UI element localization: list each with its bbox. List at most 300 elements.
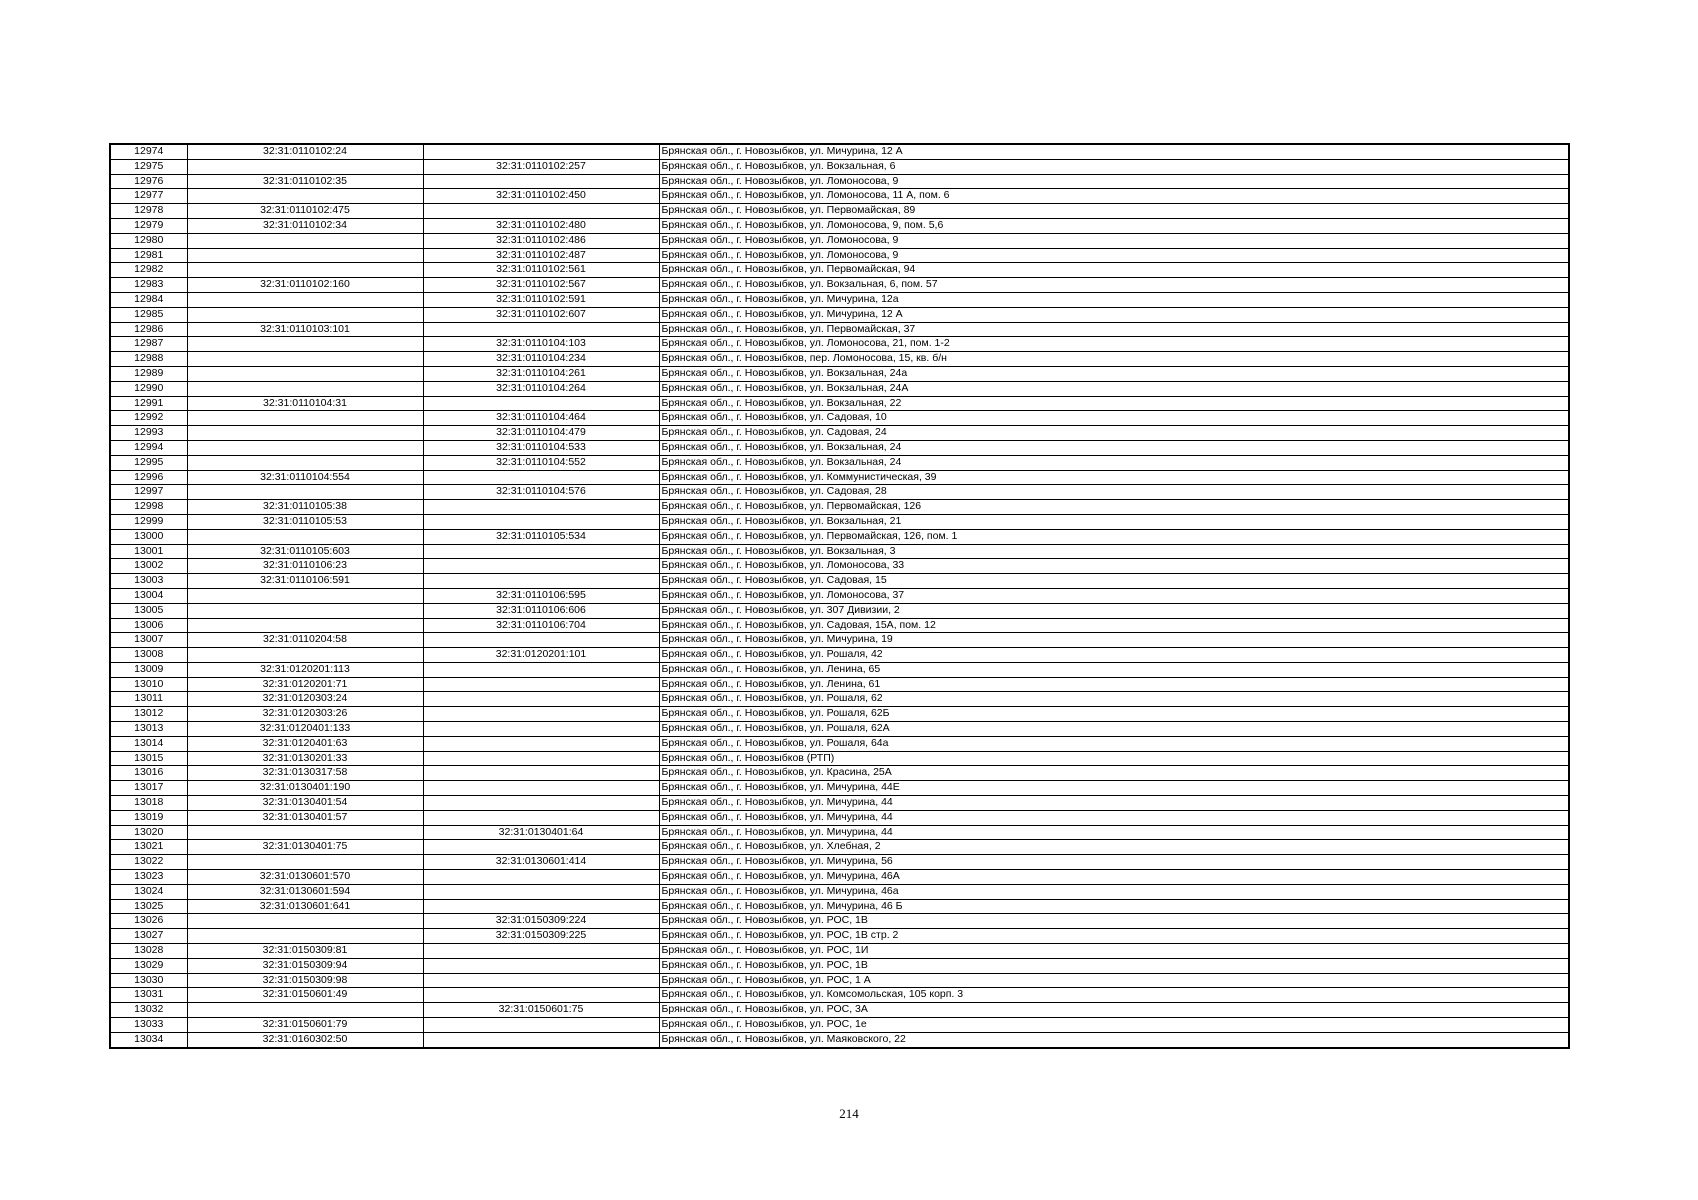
cadastral-number-cell: 32:31:0110102:34 <box>187 218 423 233</box>
address-cell: Брянская обл., г. Новозыбков, ул. Мичурина, 46а <box>659 884 1569 899</box>
cadastral-number-cell: 32:31:0130401:57 <box>187 810 423 825</box>
row-number-cell: 13012 <box>110 707 187 722</box>
table-row <box>110 159 1569 174</box>
cadastral-number-cell: 32:31:0110102:35 <box>187 174 423 189</box>
row-number-cell: 12978 <box>110 204 187 219</box>
row-number-cell: 12981 <box>110 248 187 263</box>
table-row <box>110 929 1569 944</box>
table-row <box>110 292 1569 307</box>
cadastral-number-cell <box>187 618 423 633</box>
address-cell: Брянская обл., г. Новозыбков, ул. Ломоносова, 9 <box>659 233 1569 248</box>
cadastral-number-cell <box>187 485 423 500</box>
table-row <box>110 174 1569 189</box>
cadastral-number-cell <box>187 426 423 441</box>
premises-cadastral-number-cell: 32:31:0130601:414 <box>423 855 659 870</box>
premises-cadastral-number-cell <box>423 736 659 751</box>
cadastral-number-cell: 32:31:0120401:63 <box>187 736 423 751</box>
table-row <box>110 514 1569 529</box>
address-cell: Брянская обл., г. Новозыбков, ул. РОС, 3А <box>659 1003 1569 1018</box>
row-number-cell: 13021 <box>110 840 187 855</box>
table-row <box>110 248 1569 263</box>
table-row <box>110 707 1569 722</box>
cadastral-number-cell <box>187 411 423 426</box>
table-row <box>110 278 1569 293</box>
row-number-cell: 13014 <box>110 736 187 751</box>
address-cell: Брянская обл., г. Новозыбков, ул. Первомайская, 94 <box>659 263 1569 278</box>
cadastral-number-cell: 32:31:0120201:113 <box>187 662 423 677</box>
cadastral-number-cell <box>187 648 423 663</box>
cadastral-number-cell: 32:31:0110105:603 <box>187 544 423 559</box>
table-row <box>110 722 1569 737</box>
address-cell: Брянская обл., г. Новозыбков, ул. РОС, 1И <box>659 944 1569 959</box>
cadastral-number-cell: 32:31:0150309:98 <box>187 973 423 988</box>
table-row <box>110 840 1569 855</box>
premises-cadastral-number-cell: 32:31:0110104:261 <box>423 366 659 381</box>
premises-cadastral-number-cell: 32:31:0110104:103 <box>423 337 659 352</box>
premises-cadastral-number-cell <box>423 144 659 159</box>
page-number: 214 <box>839 1106 859 1121</box>
cadastral-number-cell <box>187 233 423 248</box>
row-number-cell: 13028 <box>110 944 187 959</box>
table-row <box>110 988 1569 1003</box>
cadastral-number-cell: 32:31:0120201:71 <box>187 677 423 692</box>
table-row <box>110 559 1569 574</box>
premises-cadastral-number-cell <box>423 396 659 411</box>
row-number-cell: 12996 <box>110 470 187 485</box>
address-cell: Брянская обл., г. Новозыбков, ул. Вокзальная, 24 <box>659 455 1569 470</box>
address-cell: Брянская обл., г. Новозыбков, ул. Ленина, 61 <box>659 677 1569 692</box>
premises-cadastral-number-cell: 32:31:0110102:257 <box>423 159 659 174</box>
row-number-cell: 13034 <box>110 1032 187 1047</box>
row-number-cell: 13030 <box>110 973 187 988</box>
row-number-cell: 12987 <box>110 337 187 352</box>
row-number-cell: 12990 <box>110 381 187 396</box>
address-cell: Брянская обл., г. Новозыбков, ул. Хлебная, 2 <box>659 840 1569 855</box>
premises-cadastral-number-cell <box>423 840 659 855</box>
premises-cadastral-number-cell: 32:31:0110105:534 <box>423 529 659 544</box>
table-row <box>110 411 1569 426</box>
cadastral-number-cell <box>187 307 423 322</box>
cadastral-number-cell: 32:31:0130201:33 <box>187 751 423 766</box>
row-number-cell: 12979 <box>110 218 187 233</box>
table-row <box>110 825 1569 840</box>
cadastral-number-cell: 32:31:0130401:54 <box>187 796 423 811</box>
premises-cadastral-number-cell <box>423 988 659 1003</box>
cadastral-number-cell <box>187 189 423 204</box>
address-cell: Брянская обл., г. Новозыбков, ул. Первомайская, 37 <box>659 322 1569 337</box>
address-cell: Брянская обл., г. Новозыбков, ул. Мичурина, 46А <box>659 870 1569 885</box>
cadastral-number-cell <box>187 588 423 603</box>
row-number-cell: 13008 <box>110 648 187 663</box>
premises-cadastral-number-cell: 32:31:0110102:450 <box>423 189 659 204</box>
table-row <box>110 1032 1569 1047</box>
register-table-body <box>110 144 1569 1048</box>
cadastral-number-cell: 32:31:0110105:38 <box>187 500 423 515</box>
cadastral-number-cell: 32:31:0110103:101 <box>187 322 423 337</box>
address-cell: Брянская обл., г. Новозыбков, ул. РОС, 1 А <box>659 973 1569 988</box>
cadastral-number-cell: 32:31:0130401:190 <box>187 781 423 796</box>
premises-cadastral-number-cell: 32:31:0110104:479 <box>423 426 659 441</box>
address-cell: Брянская обл., г. Новозыбков, ул. Вокзальная, 21 <box>659 514 1569 529</box>
address-cell: Брянская обл., г. Новозыбков, ул. Садовая, 28 <box>659 485 1569 500</box>
cadastral-number-cell <box>187 292 423 307</box>
premises-cadastral-number-cell: 32:31:0110104:464 <box>423 411 659 426</box>
table-row <box>110 440 1569 455</box>
row-number-cell: 13003 <box>110 574 187 589</box>
premises-cadastral-number-cell <box>423 574 659 589</box>
row-number-cell: 12988 <box>110 352 187 367</box>
row-number-cell: 12994 <box>110 440 187 455</box>
address-cell: Брянская обл., г. Новозыбков, ул. Коммунистическая, 39 <box>659 470 1569 485</box>
premises-cadastral-number-cell <box>423 544 659 559</box>
row-number-cell: 13001 <box>110 544 187 559</box>
address-cell: Брянская обл., г. Новозыбков, ул. Рошаля, 62 <box>659 692 1569 707</box>
row-number-cell: 13015 <box>110 751 187 766</box>
address-cell: Брянская обл., г. Новозыбков, ул. Ломоносова, 11 А, пом. 6 <box>659 189 1569 204</box>
premises-cadastral-number-cell <box>423 1032 659 1047</box>
table-row <box>110 884 1569 899</box>
premises-cadastral-number-cell <box>423 707 659 722</box>
cadastral-number-cell <box>187 603 423 618</box>
address-cell: Брянская обл., г. Новозыбков, ул. Вокзальная, 24А <box>659 381 1569 396</box>
table-row <box>110 500 1569 515</box>
address-cell: Брянская обл., г. Новозыбков, ул. Садовая, 10 <box>659 411 1569 426</box>
address-cell: Брянская обл., г. Новозыбков, ул. РОС, 1В стр. 2 <box>659 929 1569 944</box>
row-number-cell: 12989 <box>110 366 187 381</box>
cadastral-number-cell <box>187 440 423 455</box>
premises-cadastral-number-cell: 32:31:0110102:567 <box>423 278 659 293</box>
row-number-cell: 13016 <box>110 766 187 781</box>
cadastral-number-cell <box>187 159 423 174</box>
address-cell: Брянская обл., г. Новозыбков, ул. Мичурина, 19 <box>659 633 1569 648</box>
premises-cadastral-number-cell <box>423 884 659 899</box>
premises-cadastral-number-cell <box>423 662 659 677</box>
table-row <box>110 352 1569 367</box>
row-number-cell: 12984 <box>110 292 187 307</box>
address-cell: Брянская обл., г. Новозыбков, ул. Садовая, 15 <box>659 574 1569 589</box>
cadastral-number-cell: 32:31:0130601:570 <box>187 870 423 885</box>
cadastral-number-cell: 32:31:0110102:475 <box>187 204 423 219</box>
table-row <box>110 307 1569 322</box>
table-row <box>110 736 1569 751</box>
cadastral-number-cell <box>187 352 423 367</box>
address-cell: Брянская обл., г. Новозыбков, ул. Вокзальная, 6, пом. 57 <box>659 278 1569 293</box>
address-cell: Брянская обл., г. Новозыбков, ул. Рошаля, 42 <box>659 648 1569 663</box>
address-cell: Брянская обл., г. Новозыбков, ул. РОС, 1е <box>659 1018 1569 1033</box>
row-number-cell: 12986 <box>110 322 187 337</box>
premises-cadastral-number-cell: 32:31:0110104:234 <box>423 352 659 367</box>
row-number-cell: 12983 <box>110 278 187 293</box>
row-number-cell: 12977 <box>110 189 187 204</box>
cadastral-number-cell: 32:31:0120303:24 <box>187 692 423 707</box>
row-number-cell: 13000 <box>110 529 187 544</box>
cadastral-number-cell <box>187 929 423 944</box>
cadastral-number-cell <box>187 248 423 263</box>
address-cell: Брянская обл., г. Новозыбков, ул. Вокзальная, 22 <box>659 396 1569 411</box>
premises-cadastral-number-cell <box>423 781 659 796</box>
address-cell: Брянская обл., г. Новозыбков, пер. Ломоносова, 15, кв. б/н <box>659 352 1569 367</box>
table-row <box>110 662 1569 677</box>
row-number-cell: 12993 <box>110 426 187 441</box>
cadastral-number-cell <box>187 529 423 544</box>
table-row <box>110 470 1569 485</box>
cadastral-number-cell <box>187 1003 423 1018</box>
register-table-container <box>109 143 1568 1049</box>
table-row <box>110 618 1569 633</box>
row-number-cell: 13026 <box>110 914 187 929</box>
premises-cadastral-number-cell <box>423 796 659 811</box>
premises-cadastral-number-cell: 32:31:0110102:487 <box>423 248 659 263</box>
address-cell: Брянская обл., г. Новозыбков, ул. РОС, 1В <box>659 914 1569 929</box>
table-row <box>110 544 1569 559</box>
premises-cadastral-number-cell <box>423 766 659 781</box>
premises-cadastral-number-cell: 32:31:0120201:101 <box>423 648 659 663</box>
table-row <box>110 366 1569 381</box>
cadastral-number-cell <box>187 337 423 352</box>
row-number-cell: 12995 <box>110 455 187 470</box>
row-number-cell: 13013 <box>110 722 187 737</box>
table-row <box>110 944 1569 959</box>
row-number-cell: 12980 <box>110 233 187 248</box>
address-cell: Брянская обл., г. Новозыбков, ул. РОС, 1В <box>659 958 1569 973</box>
row-number-cell: 13033 <box>110 1018 187 1033</box>
cadastral-number-cell: 32:31:0110102:24 <box>187 144 423 159</box>
premises-cadastral-number-cell: 32:31:0110102:591 <box>423 292 659 307</box>
premises-cadastral-number-cell: 32:31:0110104:552 <box>423 455 659 470</box>
address-cell: Брянская обл., г. Новозыбков, ул. Мичурина, 12а <box>659 292 1569 307</box>
table-row <box>110 337 1569 352</box>
cadastral-number-cell: 32:31:0120303:26 <box>187 707 423 722</box>
table-row <box>110 751 1569 766</box>
premises-cadastral-number-cell <box>423 677 659 692</box>
premises-cadastral-number-cell <box>423 559 659 574</box>
address-cell: Брянская обл., г. Новозыбков, ул. Мичурина, 12 А <box>659 307 1569 322</box>
cadastral-number-cell: 32:31:0110204:58 <box>187 633 423 648</box>
address-cell: Брянская обл., г. Новозыбков, ул. Мичурина, 46 Б <box>659 899 1569 914</box>
premises-cadastral-number-cell: 32:31:0150601:75 <box>423 1003 659 1018</box>
row-number-cell: 12998 <box>110 500 187 515</box>
premises-cadastral-number-cell <box>423 322 659 337</box>
address-cell: Брянская обл., г. Новозыбков, ул. Мичурина, 12 А <box>659 144 1569 159</box>
row-number-cell: 13023 <box>110 870 187 885</box>
address-cell: Брянская обл., г. Новозыбков, ул. Ломоносова, 37 <box>659 588 1569 603</box>
row-number-cell: 13020 <box>110 825 187 840</box>
row-number-cell: 12992 <box>110 411 187 426</box>
table-row <box>110 796 1569 811</box>
premises-cadastral-number-cell: 32:31:0110106:595 <box>423 588 659 603</box>
address-cell: Брянская обл., г. Новозыбков, ул. Маяковского, 22 <box>659 1032 1569 1047</box>
address-cell: Брянская обл., г. Новозыбков, ул. Рошаля, 62А <box>659 722 1569 737</box>
premises-cadastral-number-cell <box>423 722 659 737</box>
address-cell: Брянская обл., г. Новозыбков, ул. Мичурина, 44Е <box>659 781 1569 796</box>
cadastral-number-cell <box>187 914 423 929</box>
table-row <box>110 973 1569 988</box>
row-number-cell: 13011 <box>110 692 187 707</box>
address-cell: Брянская обл., г. Новозыбков, ул. Вокзальная, 24а <box>659 366 1569 381</box>
premises-cadastral-number-cell: 32:31:0110104:576 <box>423 485 659 500</box>
address-cell: Брянская обл., г. Новозыбков, ул. Ломоносова, 9 <box>659 248 1569 263</box>
address-cell: Брянская обл., г. Новозыбков (РТП) <box>659 751 1569 766</box>
cadastral-number-cell <box>187 263 423 278</box>
premises-cadastral-number-cell <box>423 204 659 219</box>
address-cell: Брянская обл., г. Новозыбков, ул. Комсомольская, 105 корп. 3 <box>659 988 1569 1003</box>
premises-cadastral-number-cell: 32:31:0110102:607 <box>423 307 659 322</box>
address-cell: Брянская обл., г. Новозыбков, ул. Мичурина, 44 <box>659 796 1569 811</box>
cadastral-number-cell: 32:31:0130317:58 <box>187 766 423 781</box>
row-number-cell: 12976 <box>110 174 187 189</box>
address-cell: Брянская обл., г. Новозыбков, ул. Ломоносова, 9 <box>659 174 1569 189</box>
row-number-cell: 13018 <box>110 796 187 811</box>
table-row <box>110 1018 1569 1033</box>
cadastral-number-cell: 32:31:0110104:554 <box>187 470 423 485</box>
premises-cadastral-number-cell <box>423 174 659 189</box>
table-row <box>110 322 1569 337</box>
premises-cadastral-number-cell <box>423 973 659 988</box>
premises-cadastral-number-cell <box>423 514 659 529</box>
row-number-cell: 13007 <box>110 633 187 648</box>
row-number-cell: 13009 <box>110 662 187 677</box>
cadastral-number-cell: 32:31:0130401:75 <box>187 840 423 855</box>
cadastral-number-cell: 32:31:0110106:23 <box>187 559 423 574</box>
premises-cadastral-number-cell: 32:31:0110102:561 <box>423 263 659 278</box>
cadastral-number-cell: 32:31:0110105:53 <box>187 514 423 529</box>
table-row <box>110 381 1569 396</box>
address-cell: Брянская обл., г. Новозыбков, ул. Мичурина, 56 <box>659 855 1569 870</box>
row-number-cell: 13024 <box>110 884 187 899</box>
row-number-cell: 12985 <box>110 307 187 322</box>
table-row <box>110 588 1569 603</box>
table-row <box>110 855 1569 870</box>
address-cell: Брянская обл., г. Новозыбков, ул. Ломоносова, 9, пом. 5,6 <box>659 218 1569 233</box>
address-cell: Брянская обл., г. Новозыбков, ул. Ломоносова, 33 <box>659 559 1569 574</box>
row-number-cell: 13025 <box>110 899 187 914</box>
table-row <box>110 189 1569 204</box>
table-row <box>110 218 1569 233</box>
table-row <box>110 692 1569 707</box>
address-cell: Брянская обл., г. Новозыбков, ул. Первомайская, 126 <box>659 500 1569 515</box>
premises-cadastral-number-cell <box>423 692 659 707</box>
row-number-cell: 13005 <box>110 603 187 618</box>
cadastral-number-cell: 32:31:0110102:160 <box>187 278 423 293</box>
table-row <box>110 810 1569 825</box>
row-number-cell: 13029 <box>110 958 187 973</box>
row-number-cell: 13022 <box>110 855 187 870</box>
cadastral-number-cell <box>187 366 423 381</box>
table-row <box>110 781 1569 796</box>
row-number-cell: 12991 <box>110 396 187 411</box>
table-row <box>110 144 1569 159</box>
table-row <box>110 1003 1569 1018</box>
premises-cadastral-number-cell <box>423 958 659 973</box>
row-number-cell: 13002 <box>110 559 187 574</box>
row-number-cell: 13032 <box>110 1003 187 1018</box>
table-row <box>110 914 1569 929</box>
cadastral-number-cell: 32:31:0120401:133 <box>187 722 423 737</box>
row-number-cell: 13010 <box>110 677 187 692</box>
address-cell: Брянская обл., г. Новозыбков, ул. Ломоносова, 21, пом. 1-2 <box>659 337 1569 352</box>
table-row <box>110 485 1569 500</box>
cadastral-number-cell: 32:31:0150309:81 <box>187 944 423 959</box>
row-number-cell: 12999 <box>110 514 187 529</box>
premises-cadastral-number-cell <box>423 470 659 485</box>
premises-cadastral-number-cell: 32:31:0110102:480 <box>423 218 659 233</box>
address-cell: Брянская обл., г. Новозыбков, ул. Вокзальная, 6 <box>659 159 1569 174</box>
table-row <box>110 455 1569 470</box>
premises-cadastral-number-cell <box>423 633 659 648</box>
table-row <box>110 426 1569 441</box>
table-row <box>110 870 1569 885</box>
premises-cadastral-number-cell: 32:31:0110106:704 <box>423 618 659 633</box>
premises-cadastral-number-cell: 32:31:0110104:264 <box>423 381 659 396</box>
premises-cadastral-number-cell <box>423 1018 659 1033</box>
cadastral-number-cell <box>187 381 423 396</box>
row-number-cell: 12975 <box>110 159 187 174</box>
table-row <box>110 263 1569 278</box>
premises-cadastral-number-cell: 32:31:0110104:533 <box>423 440 659 455</box>
premises-cadastral-number-cell: 32:31:0150309:225 <box>423 929 659 944</box>
address-cell: Брянская обл., г. Новозыбков, ул. Красина, 25А <box>659 766 1569 781</box>
address-cell: Брянская обл., г. Новозыбков, ул. Садовая, 15А, пом. 12 <box>659 618 1569 633</box>
row-number-cell: 13017 <box>110 781 187 796</box>
premises-cadastral-number-cell: 32:31:0150309:224 <box>423 914 659 929</box>
table-row <box>110 766 1569 781</box>
address-cell: Брянская обл., г. Новозыбков, ул. Рошаля, 64а <box>659 736 1569 751</box>
address-cell: Брянская обл., г. Новозыбков, ул. Первомайская, 126, пом. 1 <box>659 529 1569 544</box>
row-number-cell: 13019 <box>110 810 187 825</box>
cadastral-number-cell: 32:31:0110106:591 <box>187 574 423 589</box>
address-cell: Брянская обл., г. Новозыбков, ул. Садовая, 24 <box>659 426 1569 441</box>
table-row <box>110 396 1569 411</box>
premises-cadastral-number-cell <box>423 899 659 914</box>
premises-cadastral-number-cell <box>423 751 659 766</box>
cadastral-register-table <box>109 143 1570 1049</box>
table-row <box>110 899 1569 914</box>
cadastral-number-cell: 32:31:0160302:50 <box>187 1032 423 1047</box>
premises-cadastral-number-cell <box>423 870 659 885</box>
premises-cadastral-number-cell: 32:31:0110106:606 <box>423 603 659 618</box>
table-row <box>110 204 1569 219</box>
row-number-cell: 12974 <box>110 144 187 159</box>
row-number-cell: 13027 <box>110 929 187 944</box>
address-cell: Брянская обл., г. Новозыбков, ул. Первомайская, 89 <box>659 204 1569 219</box>
cadastral-number-cell: 32:31:0130601:641 <box>187 899 423 914</box>
table-row <box>110 574 1569 589</box>
address-cell: Брянская обл., г. Новозыбков, ул. Вокзальная, 24 <box>659 440 1569 455</box>
cadastral-number-cell: 32:31:0150601:49 <box>187 988 423 1003</box>
cadastral-number-cell: 32:31:0150601:79 <box>187 1018 423 1033</box>
cadastral-number-cell: 32:31:0150309:94 <box>187 958 423 973</box>
table-row <box>110 677 1569 692</box>
premises-cadastral-number-cell: 32:31:0130401:64 <box>423 825 659 840</box>
row-number-cell: 12982 <box>110 263 187 278</box>
cadastral-number-cell: 32:31:0110104:31 <box>187 396 423 411</box>
address-cell: Брянская обл., г. Новозыбков, ул. Вокзальная, 3 <box>659 544 1569 559</box>
row-number-cell: 13031 <box>110 988 187 1003</box>
table-row <box>110 529 1569 544</box>
premises-cadastral-number-cell <box>423 810 659 825</box>
cadastral-number-cell: 32:31:0130601:594 <box>187 884 423 899</box>
table-row <box>110 958 1569 973</box>
cadastral-number-cell <box>187 855 423 870</box>
table-row <box>110 633 1569 648</box>
row-number-cell: 12997 <box>110 485 187 500</box>
row-number-cell: 13004 <box>110 588 187 603</box>
row-number-cell: 13006 <box>110 618 187 633</box>
table-row <box>110 648 1569 663</box>
table-row <box>110 603 1569 618</box>
address-cell: Брянская обл., г. Новозыбков, ул. Ленина, 65 <box>659 662 1569 677</box>
cadastral-number-cell <box>187 825 423 840</box>
